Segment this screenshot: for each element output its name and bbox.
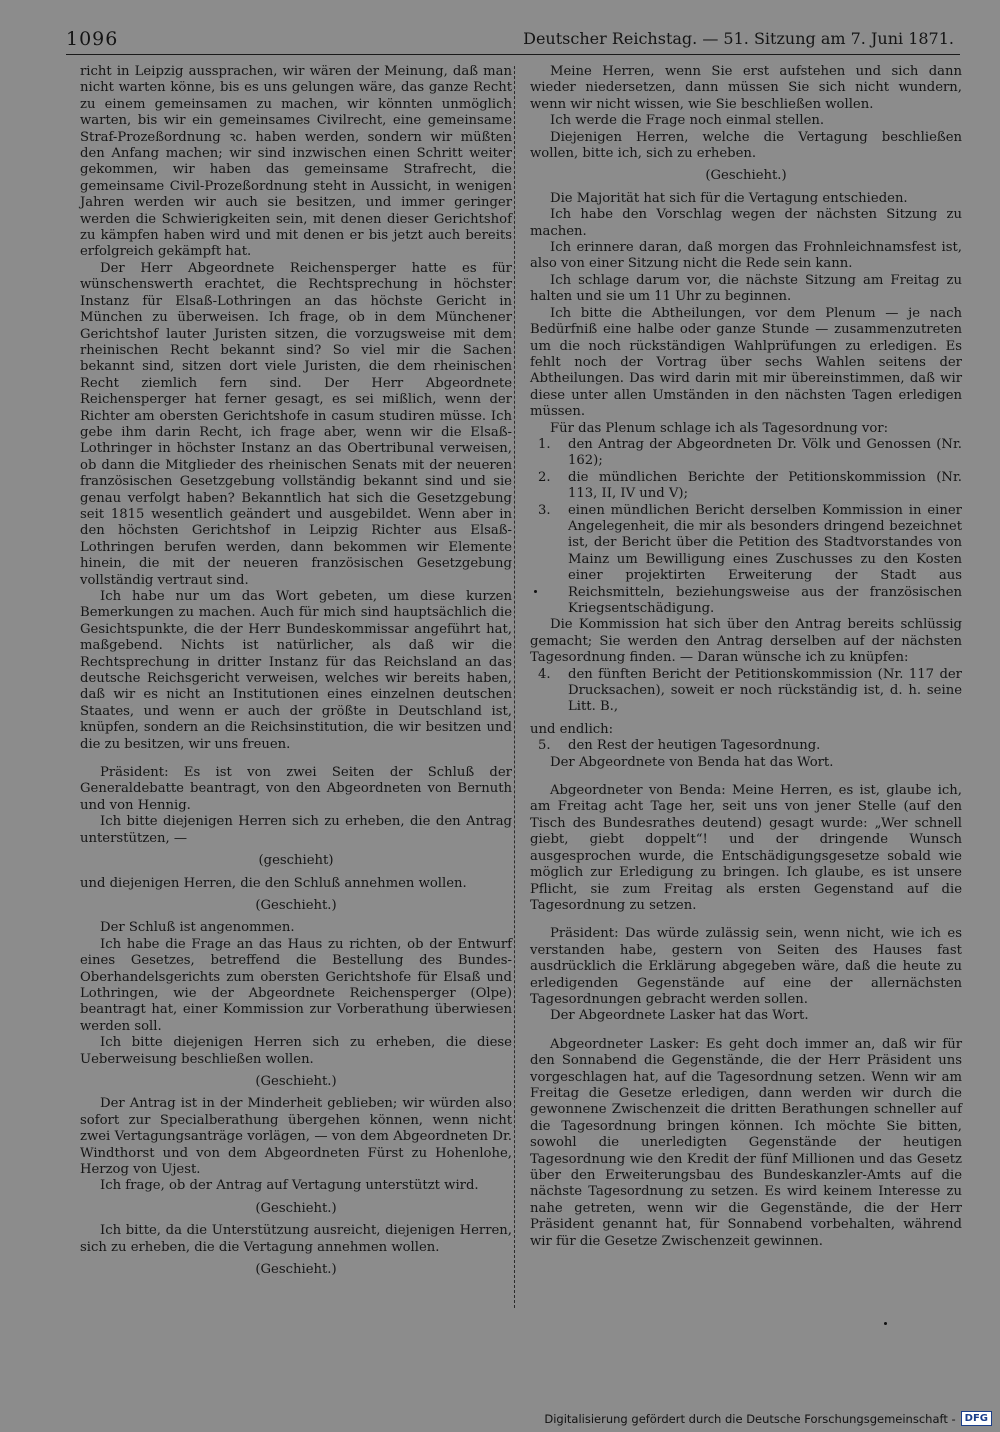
header-rule bbox=[66, 54, 960, 55]
agenda-list bbox=[530, 667, 962, 716]
ink-speck bbox=[534, 590, 537, 593]
page-header bbox=[66, 26, 960, 56]
agenda-list bbox=[530, 437, 962, 617]
paragraph: Der Herr Abgeordnete Reichensperger hatte es für wünschenswerth erachtet, die Rechtsprechung in höchster Instanz für Elsaß-Lothringen an das höchste Gericht in München zu überweisen. Ich frage, ob in dem Münchener Gerichtshof lauter Juristen sitzen, die vorzugsweise mit dem rheinischen Recht bekannt sind? So viel mir die Sachen bekannt sind, sitzen dort viele Juristen, die dem rheinischen Recht ziemlich fern sind. Der Herr Abgeordnete Reichensperger hat ferner gesagt, es sei mißlich, wenn der Richter am obersten Gerichtshofe in casum studiren müsse. Ich gebe ihm darin Recht, ich frage aber, wenn wir die Elsaß-Lothringer in höchster Instanz an das Obertribunal verweisen, ob dann die Mitglieder des rheinischen Senats mit der neueren französischen Gesetzgebung vollständig bekannt sind und sie genau verfolgt haben? Bekanntlich hat sich die Gesetzgebung seit 1815 wesentlich geändert und ausgebildet. Wenn aber in den höchsten Gerichtshof in Leipzig Richter aus Elsaß-Lothringen berufen werden, dann bekommen wir Elemente hinein, die mit der neueren französischen Gesetzgebung vollständig vertraut sind. bbox=[80, 260, 512, 588]
paragraph: Meine Herren, wenn Sie erst aufstehen und sich dann wieder niedersetzen, dann müssen Sie sich nicht wundern, wenn wir nicht wissen, wie Sie beschließen wollen. bbox=[530, 64, 962, 112]
paragraph: Ich erinnere daran, daß morgen das Frohnleichnamsfest ist, also von einer Sitzung nicht die Rede sein kann. bbox=[530, 240, 962, 272]
paragraph: Der Schluß ist angenommen. bbox=[100, 920, 295, 936]
speaker-paragraph: Präsident: Das würde zulässig sein, wenn nicht, wie ich es verstanden habe, gestern von Seiten des Hauses fast ausdrücklich die Erklärung abgegeben wäre, daß die heute zu erledigenden Gegenstände auf eine der allernächsten Tagesordnungen gebracht werden sollen. bbox=[530, 926, 962, 1007]
stage-direction: (geschieht) bbox=[258, 853, 334, 869]
paragraph: und endlich: bbox=[530, 721, 614, 737]
left-column bbox=[80, 64, 512, 1284]
paragraph: Ich habe die Frage an das Haus zu richten, ob der Entwurf eines Gesetzes, betreffend die Bestellung des Bundes-Oberhandelsgerichts zum obersten Gerichtshofe für Elsaß und Lothringen, wie der Abgeordnete Reichensperger (Olpe) beantragt hat, einer Kommission zur Vorberathung überwiesen werden soll. bbox=[80, 936, 512, 1034]
paragraph: Die Kommission hat sich über den Antrag bereits schlüssig gemacht; Sie werden den Antrag derselben auf der nächsten Tagesordnung finden. — Daran wünsche ich zu knüpfen: bbox=[530, 617, 962, 666]
running-title: Deutscher Reichstag. — 51. Sitzung am 7. Juni 1871. bbox=[523, 29, 954, 48]
paragraph: Für das Plenum schlage ich als Tagesordnung vor: bbox=[550, 420, 889, 436]
stage-direction: (Geschieht.) bbox=[255, 1200, 337, 1216]
paragraph: Ich werde die Frage noch einmal stellen. bbox=[550, 113, 825, 129]
paragraph: Ich bitte diejenigen Herren sich zu erheben, die den Antrag unterstützen, — bbox=[80, 814, 512, 846]
paragraph: Ich bitte, da die Unterstützung ausreicht, diejenigen Herren, sich zu erheben, die die Vertagung annehmen wollen. bbox=[80, 1223, 512, 1255]
paragraph: Ich habe nur um das Wort gebeten, um diese kurzen Bemerkungen zu machen. Auch für mich sind hauptsächlich die Gesichtspunkte, die der Herr Bundeskommissar angeführt hat, maßgebend. Nichts ist natürlicher, als daß wir die Rechtsprechung in dritter Instanz für das Reichsland an das deutsche Reichsgericht verweisen, welches wir bereits haben, daß wir es nicht an Institutionen eines einzelnen deutschen Staates, und wenn er auch der größte in Deutschland ist, knüpfen, sondern an die Reichsinstitution, die wir besitzen und die zu besitzen, wir uns freuen. bbox=[80, 589, 512, 752]
stage-direction: (Geschieht.) bbox=[255, 1073, 337, 1089]
paragraph: Ich bitte diejenigen Herren sich zu erheben, die diese Ueberweisung beschließen wollen. bbox=[80, 1035, 512, 1067]
list-item: 5. den Rest der heutigen Tagesordnung. bbox=[538, 738, 821, 754]
speaker-paragraph: Abgeordneter von Benda: Meine Herren, es ist, glaube ich, am Freitag acht Tage her, seit uns von jener Stelle (auf den Tisch des Bundesrathes deutend) gesagt wurde: „Wer schnell giebt, giebt doppelt“! und der dringende Wunsch ausgesprochen wurde, die Entschädigungsgesetze sobald wie möglich zur Erledigung zu bringen. Ich glaube, es ist unsere Pflicht, sie zum Freitag als ersten Gegenstand auf die Tagesordnung zu setzen. bbox=[530, 783, 962, 913]
stage-direction: (Geschieht.) bbox=[705, 168, 787, 184]
agenda-list bbox=[530, 738, 962, 754]
credit-text: Digitalisierung gefördert durch die Deutsche Forschungsgemeinschaft - bbox=[544, 1411, 956, 1426]
speaker-paragraph: Abgeordneter Lasker: Es geht doch immer an, daß wir für den Sonnabend die Gegenstände, die der Herr Präsident uns vorgeschlagen hat, auf die Tagesordnung setzen. Wenn wir am Freitag die Gesetze erledigen, dann werden wir durch die gewonnene Zwischenzeit die dritten Berathungen schneller auf die Tagesordnung bringen können. Ich möchte Sie bitten, sowohl die unerledigten Gegenstände der heutigen Tagesordnung wie den Kredit der fünf Millionen und das Gesetz über den Erweiterungsbau des Bundeskanzler-Amts auf die nächste Tagesordnung zu setzen. Es wird keinem Interesse zu nahe getreten, wenn wir die Gegenstände, die der Herr Präsident genannt hat, für Sonnabend vorbehalten, während wir für die Gesetze Zwischenzeit gewinnen. bbox=[530, 1036, 962, 1249]
paragraph: Diejenigen Herren, welche die Vertagung beschließen wollen, bitte ich, sich zu erheben. bbox=[530, 129, 962, 162]
digitization-credit bbox=[544, 1411, 992, 1426]
paragraph: Ich habe den Vorschlag wegen der nächsten Sitzung zu machen. bbox=[530, 207, 962, 239]
column-divider bbox=[514, 66, 516, 1308]
stage-direction: (Geschieht.) bbox=[255, 1262, 337, 1278]
page-number: 1096 bbox=[66, 28, 119, 50]
speaker-paragraph: Präsident: Es ist von zwei Seiten der Schluß der Generaldebatte beantragt, von den Abgeordneten von Bernuth und von Hennig. bbox=[80, 765, 512, 813]
paragraph: Ich schlage darum vor, die nächste Sitzung am Freitag zu halten und sie um 11 Uhr zu beginnen. bbox=[530, 272, 962, 305]
paragraph: Der Antrag ist in der Minderheit geblieben; wir würden also sofort zur Specialberathung übergehen können, wenn nicht zwei Vertagungsanträge vorlägen, — von dem Abgeordneten Dr. Windthorst und von dem Abgeordneten Fürst zu Hohenlohe, Herzog von Ujest. bbox=[80, 1096, 512, 1177]
paragraph: Der Abgeordnete Lasker hat das Wort. bbox=[550, 1008, 809, 1024]
stage-direction: (Geschieht.) bbox=[255, 897, 337, 913]
paragraph: richt in Leipzig aussprachen, wir wären der Meinung, daß man nicht warten könne, bis es uns gelungen wäre, das ganze Recht zu einem gemeinsamen zu machen, wir könnten unmöglich warten, bis wir ein gemeinsames Civilrecht, eine gemeinsame Straf-Prozeßordnung ꝛc. haben werden, sondern wir müßten den Anfang machen; wir sind inzwischen einen Schritt weiter gekommen, wir haben das gemeinsame Strafrecht, die gemeinsame Civil-Prozeßordnung steht in Aussicht, in wenigen Jahren werden wir auch sie besitzen, und immer geringer werden die Schwierigkeiten sein, mit denen dieser Gerichtshof zu kämpfen haben wird und mit denen er bis jetzt auch bereits erfolgreich gekämpft hat. bbox=[80, 64, 512, 260]
dfg-logo: DFG bbox=[961, 1411, 992, 1426]
paragraph: Ich frage, ob der Antrag auf Vertagung unterstützt wird. bbox=[100, 1178, 479, 1194]
paragraph: und diejenigen Herren, die den Schluß annehmen wollen. bbox=[80, 875, 467, 891]
ink-speck bbox=[884, 1322, 887, 1325]
list-item: 3. einen mündlichen Bericht derselben Kommission in einer Angelegenheit, die mir als besonders dringend bezeichnet ist, der Bericht über die Petition des Stadtvorstandes von Mainz um Bewilligung eines Zuschusses zu den Kosten einer projektirten Erweiterung der Stadt aus Reichsmitteln, beziehungsweise aus der französischen Kriegsentschädigung. bbox=[538, 502, 962, 616]
paragraph: Der Abgeordnete von Benda hat das Wort. bbox=[550, 754, 834, 770]
list-item: 2. die mündlichen Berichte der Petitionskommission (Nr. 113, II, IV und V); bbox=[538, 469, 962, 502]
list-item: 4. den fünften Bericht der Petitionskommission (Nr. 117 der Drucksachen), soweit er noch rückständig ist, d. h. seine Litt. B., bbox=[538, 666, 962, 715]
paragraph: Die Majorität hat sich für die Vertagung entschieden. bbox=[550, 190, 908, 206]
right-column bbox=[530, 64, 962, 1250]
paragraph: Ich bitte die Abtheilungen, vor dem Plenum — je nach Bedürfniß eine halbe oder ganze Stunde — zusammenzutreten um die noch rückständigen Wahlprüfungen zu erledigen. Es fehlt noch der Vortrag über sechs Wahlen seitens der Abtheilungen. Das wird darin mit mir übereinstimmen, daß wir diese unter allen Umständen in den nächsten Tagen erledigen müssen. bbox=[530, 305, 962, 420]
list-item: 1. den Antrag der Abgeordneten Dr. Völk und Genossen (Nr. 162); bbox=[538, 436, 962, 469]
